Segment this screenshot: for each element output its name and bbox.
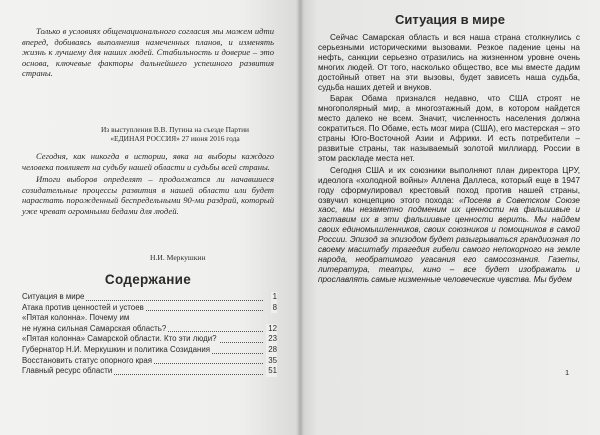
quote-source-line-1: Из выступления В.В. Путина на съезде Партии (100, 125, 250, 134)
toc-item-page: 1 (272, 292, 277, 301)
toc-item-page: 8 (272, 302, 277, 312)
merkushkin-quote (22, 151, 274, 219)
toc-item[interactable] (22, 313, 277, 324)
toc-item-page: 28 (268, 344, 277, 354)
toc-item[interactable] (22, 324, 277, 335)
toc-item-label: «Пятая колонна» Самарской области. Кто эти люди? (22, 334, 217, 344)
toc-item-label: «Пятая колонна». Почему им (22, 313, 130, 323)
toc-item-page: 35 (268, 355, 277, 365)
chapter-body (318, 33, 580, 287)
book-gutter (296, 0, 304, 435)
toc-item[interactable] (22, 366, 277, 377)
quote-paragraph-2: Итоги выборов определят – продолжатся ли начавшиеся созидательные процессы развития в нашей области или будет нарастать порожденный беспредельными 90-ми раздрай, который уже чреват огромными бедами для людей. (22, 174, 274, 216)
toc-item[interactable] (22, 334, 277, 345)
chapter-title: Ситуация в мире (395, 12, 505, 27)
putin-quote-source (72, 125, 278, 144)
putin-quote: Только в условиях общенационального согласия мы можем идти вперед, добиваясь выполнения намеченных планов, и изменять жизнь к лучшему для наших людей. Стабильность и доверие – это основа, ключевые факторы дальнейшего успешного развития страны. (22, 26, 274, 79)
body-paragraph-3 (318, 166, 580, 285)
toc-item[interactable] (22, 292, 277, 303)
toc-item[interactable] (22, 345, 277, 356)
body-paragraph-2: Барак Обама признался недавно, что США строят не многополярный мир, а многоэтажный дом, в котором найдется место далеко не всем. Значит, численность населения должна сократиться. По Обаме, есть мозг мира (США), его мастерская – это страны Юго-Восточной Азии и Африки. И есть потребители – развитые страны, так называемый золотой миллиард. России в этом раскладе места нет. (318, 94, 580, 163)
toc-item-page: 12 (268, 323, 277, 333)
toc-item-page: 51 (268, 366, 277, 376)
toc-item-label: Атака против ценностей и устоев (22, 302, 144, 312)
quote-signature: Н.И. Меркушкин (150, 253, 206, 262)
toc-item-label: Ситуация в мире (22, 292, 85, 301)
page-number: 1 (565, 368, 570, 377)
toc-item[interactable] (22, 356, 277, 367)
body-paragraph-1: Сейчас Самарская область и вся наша страна столкнулись с серьезными историческими вызовами. Резкое падение цены на нефть, санкции серьезно отразились на жизненном уровне очень многих людей. От того, насколько общество, все мы вместе дадим достойный ответ на эти вызовы, будет зависеть наша судьба, судьба наших детей и внуков. (318, 33, 580, 92)
toc-item-label: не нужна сильная Самарская область? (22, 323, 167, 333)
toc-item[interactable] (22, 303, 277, 314)
toc-item-page: 23 (268, 334, 277, 344)
body-paragraph-3-text: Сегодня США и их союзники выполняют план директора ЦРУ, идеолога «холодной войны» Аллена Даллеса, который еще в 1947 году сформулировал крестовый поход против нашей страны, озвучил концепцию этого похода: (318, 165, 580, 205)
toc-item-label: Главный ресурс области (22, 366, 113, 376)
toc-item-label: Восстановить статус опорного края (22, 355, 153, 365)
quote-paragraph-1: Сегодня, как никогда в истории, явка на выборы каждого человека повлияет на судьбу нашей области и судьбы всей страны. (22, 151, 274, 172)
table-of-contents (22, 292, 277, 377)
quote-source-line-2: «ЕДИНАЯ РОССИЯ» 27 июня 2016 года (110, 134, 240, 144)
dulles-quote: «Посеяв в Советском Союзе хаос, мы незаметно подменим их ценности на фальшивые и заставим их в эти фальшивые ценности верить. Мы найдем своих единомышленников, своих союзников и помощников в самой России. Эпизод за эпизодом будет разыгрываться грандиозная по своему масштабу трагедия гибели самого непокорного на земле народа, необратимого угасания его самосознания. Газеты, литература, театры, кино – все будет изображать и прославлять самые низменные человеческие чувства. Мы будем (318, 195, 580, 284)
toc-item-label: Губернатор Н.И. Меркушкин и политика Созидания (22, 344, 211, 354)
toc-title: Содержание (104, 272, 192, 287)
